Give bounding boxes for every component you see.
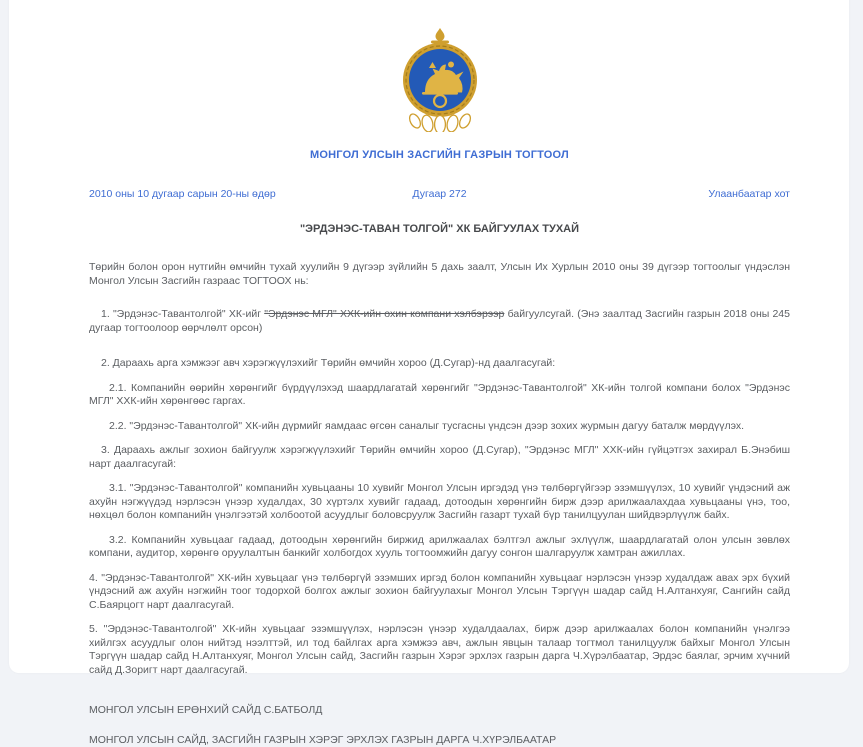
signature-cabinet-minister: МОНГОЛ УЛСЫН САЙД, ЗАСГИЙН ГАЗРЫН ХЭРЭГ ЭРХЛЭХ ГАЗРЫН ДАРГА Ч.ХҮРЭЛБААТАР bbox=[89, 734, 790, 747]
document-city: Улаанбаатар хот bbox=[467, 188, 790, 200]
mongolia-state-emblem-icon bbox=[396, 119, 484, 136]
clause-2-2: 2.2. "Эрдэнэс-Тавантолгой" ХК-ийн дүрмийг яамдаас өгсөн саналыг тусгасны үндсэн дээр зохих журмын дагуу баталж мөрдүүлэх. bbox=[89, 420, 790, 434]
document-date: 2010 оны 10 дугаар сарын 20-ны өдөр bbox=[89, 188, 412, 200]
clause-1-text-after: байгуулсугай. (Энэ заалтад Засгийн газрын 2018 оны 245 дугаар тогтоолоор өөрчлөлт орсон) bbox=[89, 308, 790, 334]
clause-3-2: 3.2. Компанийн хувьцааг гадаад, дотоодын хөрөнгийн биржид арилжаалах бэлтгэл ажлыг эхлүүлж, шаардлагатай олон улсын зөвлөх компани, аудитор, хөрөнгө оруулалтын банкийг холбогдох хууль тогтоомжийн дагуу сонгон шалгаруулж хамтран ажиллах. bbox=[89, 534, 790, 561]
document-title: "ЭРДЭНЭС-ТАВАН ТОЛГОЙ" ХК БАЙГУУЛАХ ТУХАЙ bbox=[89, 223, 790, 235]
clause-3-1: 3.1. "Эрдэнэс-Тавантолгой" компанийн хувьцааны 10 хувийг Монгол Улсын иргэдэд үнэ төлбөргүйгээр эзэмшүүлэх, 10 хувийг үндэсний аж ахуйн нэгжүүдэд нэрлэсэн үнээр худалдах, 30 хүртэлх хувийг гадаад, дотоодын хөрөнгийн бирж дээр арилжаалахдаа хувьцааны үнэ, тоо, нөхцөл болон компанийн үнэлгээтэй холбоотой асуудлыг боловсруулж Засгийн газарт тухай бүр танилцуулан шийдвэрлүүлж байх. bbox=[89, 482, 790, 523]
document-type-heading: МОНГОЛ УЛСЫН ЗАСГИЙН ГАЗРЫН ТОГТООЛ bbox=[89, 149, 790, 161]
clause-2-1: 2.1. Компанийн өөрийн хөрөнгийг бүрдүүлэхэд шаардлагатай хөрөнгийг "Эрдэнэс-Тавантолгой" ХК-ийн толгой компани болох "Эрдэнэс МГЛ" ХХК-ийн хөрөнгөөс гаргах. bbox=[89, 382, 790, 409]
clause-2: 2. Дараахь арга хэмжээг авч хэрэгжүүлэхийг Төрийн өмчийн хороо (Д.Сугар)-нд даалгасугай: bbox=[89, 357, 790, 371]
clause-1-struck-text: "Эрдэнэс МГЛ" ХХК-ийн охин компани хэлбэрээр bbox=[264, 308, 504, 320]
clause-4: 4. "Эрдэнэс-Тавантолгой" ХК-ийн хувьцааг үнэ төлбөргүй эзэмших иргэд болон компанийн хувьцааг нэрлэсэн үнээр худалдаж авах эрх бүхий үндэсний аж ахуйн нэгжийн тоог тодорхой болгох ажлыг зохион байгуулахыг Монгол Улсын Тэргүүн шадар сайд Н.Алтанхуяг, Сангийн сайд С.Баярцогт нарт даалгасугай. bbox=[89, 572, 790, 613]
document-page bbox=[9, 0, 849, 673]
emblem-container bbox=[89, 28, 790, 137]
preamble-paragraph: Төрийн болон орон нутгийн өмчийн тухай хуулийн 9 дүгээр зүйлийн 5 дахь заалт, Улсын Их Хурлын 2010 оны 39 дүгээр тогтоолыг үндэслэн Монгол Улсын Засгийн газраас ТОГТООХ нь: bbox=[89, 261, 790, 288]
clause-3: 3. Дараахь ажлыг зохион байгуулж хэрэгжүүлэхийг Төрийн өмчийн хороо (Д.Сугар), "Эрдэнэс МГЛ" ХХК-ийн гүйцэтгэх захирал Б.Энэбиш нарт даалгасугай: bbox=[89, 444, 790, 471]
clause-1 bbox=[89, 308, 790, 335]
document-meta-row bbox=[89, 188, 790, 200]
clause-5: 5. "Эрдэнэс-Тавантолгой" ХК-ийн хувьцааг эзэмшүүлэх, нэрлэсэн үнээр худалдаалах, бирж дээр арилжаалах болон компанийн үнэлгээ хийлгэх асуудлыг олон нийтэд нээлттэй, ил тод байлгах арга хэмжээ авч, ажлын явцын талаар тогтмол танилцуулж байхыг Монгол Улсын Тэргүүн шадар сайд Н.Алтанхуяг, Монгол Улсын сайд, Засгийн газрын Хэрэг эрхлэх газрын дарга Ч.Хүрэлбаатар, Эрдэс баялаг, эрчим хүчний сайд Д.Зоригт нарт даалгасугай. bbox=[89, 623, 790, 677]
signature-prime-minister: МОНГОЛ УЛСЫН ЕРӨНХИЙ САЙД С.БАТБОЛД bbox=[89, 704, 790, 718]
clause-1-text-before: 1. "Эрдэнэс-Тавантолгой" ХК-ийг bbox=[101, 308, 264, 320]
document-number: Дугаар 272 bbox=[412, 188, 466, 200]
document-content bbox=[89, 28, 790, 747]
